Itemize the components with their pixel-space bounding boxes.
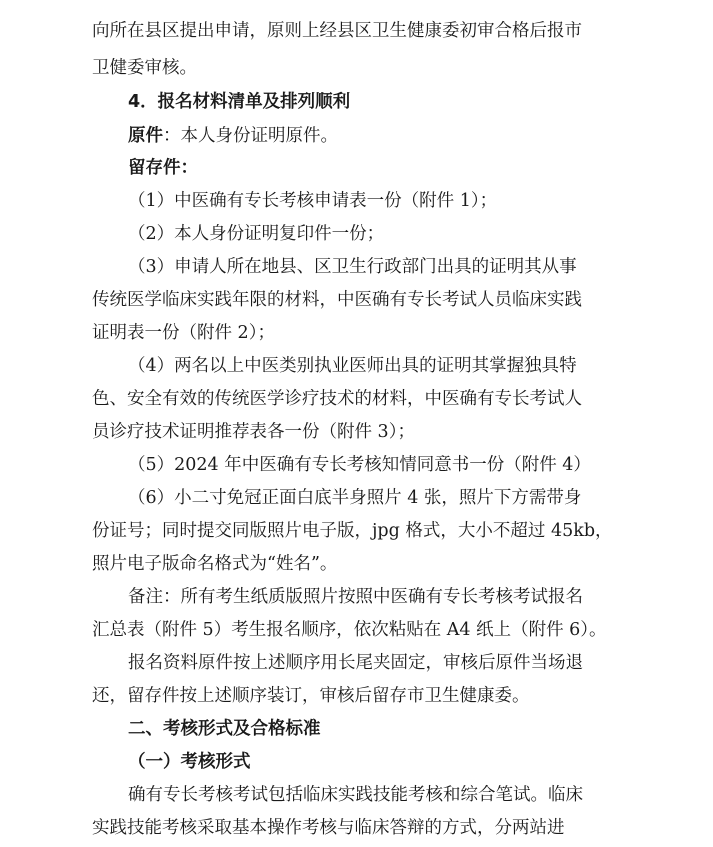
paragraph-line: 实践技能考核采取基本操作考核与临床答辩的方式，分两站进 [92,818,565,838]
paragraph-line: 色、安全有效的传统医学诊疗技术的材料，中医确有专长考试人 [92,389,582,409]
label-original: 原件 [128,126,163,146]
paragraph-line: 向所在县区提出申请，原则上经县区卫生健康委初审合格后报市 [92,21,582,41]
list-item: （2）本人身份证明复印件一份； [128,224,385,244]
paragraph-line: 确有专长考核考试包括临床实践技能考核和综合笔试。临床 [128,785,583,805]
paragraph-line: 卫健委审核。 [92,58,197,78]
list-item: （4）两名以上中医类别执业医师出具的证明其掌握独具特 [128,356,577,376]
paragraph-line: 传统医学临床实践年限的材料，中医确有专长考试人员临床实践 [92,290,582,310]
paragraph-line: 员诊疗技术证明推荐表各一份（附件 3）； [92,422,415,442]
paragraph-line: 照片电子版命名格式为“姓名”。 [92,554,338,574]
list-item: （1）中医确有专长考核申请表一份（附件 1）； [128,191,498,211]
paragraph-line: 证明表一份（附件 2）； [92,323,275,343]
list-item: （3）申请人所在地县、区卫生行政部门出具的证明其从事 [128,257,577,277]
paragraph-line: 份证号；同时提交同版照片电子版，jpg 格式，大小不超过 45kb， [92,521,613,541]
paragraph-line: 报名资料原件按上述顺序用长尾夹固定，审核后原件当场退 [128,653,583,673]
text-original: ：本人身份证明原件。 [163,126,338,146]
label-retained: 留存件： [128,158,198,178]
chapter-heading: 二、考核形式及合格标准 [128,719,321,739]
subsection-heading: （一）考核形式 [128,752,251,772]
paragraph-line: 汇总表（附件 5）考生报名顺序，依次粘贴在 A4 纸上（附件 6）。 [92,620,607,640]
section-heading: 4．报名材料清单及排列顺利 [128,92,351,112]
note-line: 备注：所有考生纸质版照片按照中医确有专长考核考试报名 [128,587,583,607]
paragraph-line: 还，留存件按上述顺序装订，审核后留存市卫生健康委。 [92,686,530,706]
list-item: （6）小二寸免冠正面白底半身照片 4 张，照片下方需带身 [128,488,582,508]
paragraph-line [128,124,338,148]
list-item: （5）2024 年中医确有专长考核知情同意书一份（附件 4） [128,455,591,475]
